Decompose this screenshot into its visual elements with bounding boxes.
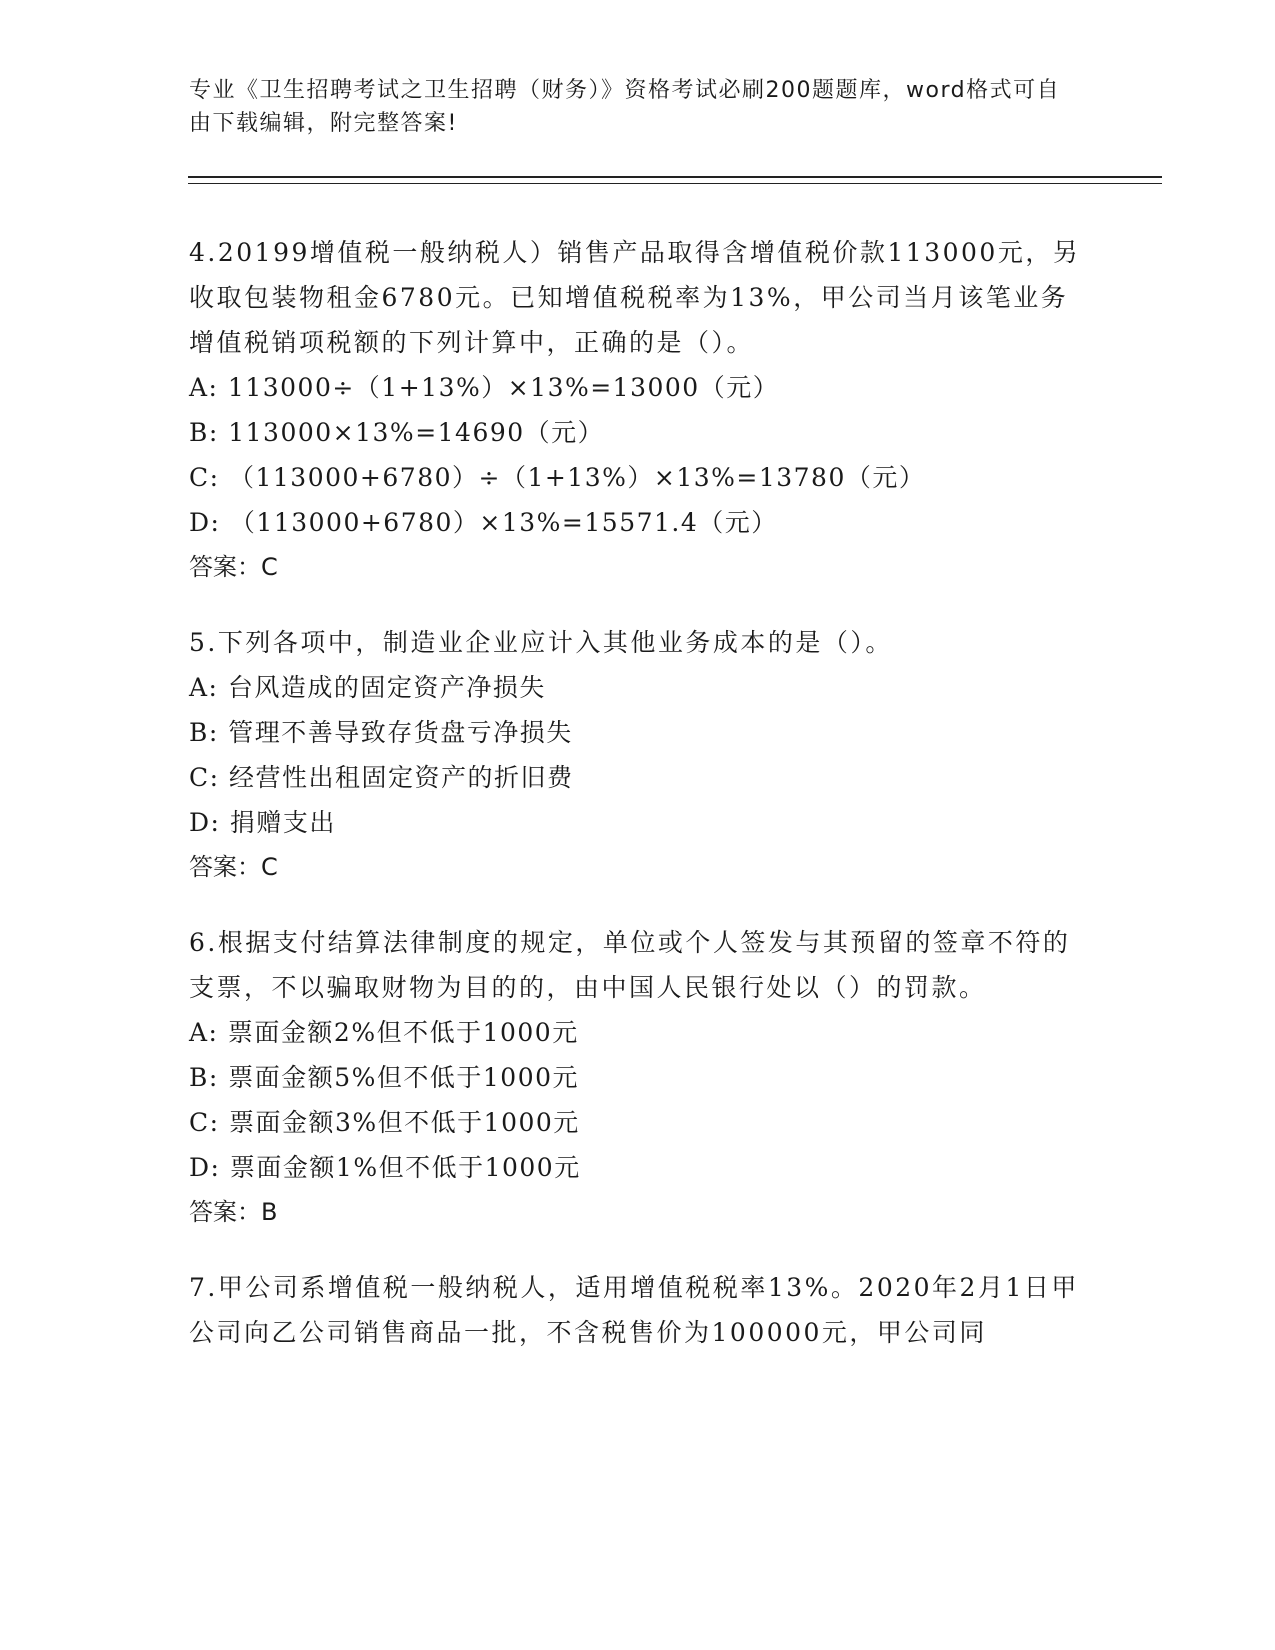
question-list [189, 230, 1089, 1385]
option-b: B: 113000×13%=14690（元） [189, 418, 605, 447]
option-d: D: 捐赠支出 [189, 808, 336, 837]
question-5 [189, 620, 1089, 890]
option-c: C: （113000+6780）÷（1+13%）×13%=13780（元） [189, 463, 926, 492]
option-d: D: 票面金额1%但不低于1000元 [189, 1153, 581, 1182]
option-d: D: （113000+6780）×13%=15571.4（元） [189, 508, 778, 537]
question-stem: 6.根据支付结算法律制度的规定，单位或个人签发与其预留的签章不符的支票，不以骗取财物为目的的，由中国人民银行处以（）的罚款。 [189, 928, 1071, 1002]
header-divider-thin [188, 183, 1162, 184]
question-stem: 5.下列各项中，制造业企业应计入其他业务成本的是（）。 [189, 628, 893, 657]
option-a: A: 113000÷（1+13%）×13%=13000（元） [189, 373, 780, 402]
question-stem: 4.20199增值税一般纳税人）销售产品取得含增值税价款113000元，另收取包装物租金6780元。已知增值税税率为13%，甲公司当月该笔业务增值税销项税额的下列计算中，正确的是（）。 [189, 238, 1081, 357]
question-stem: 7.甲公司系增值税一般纳税人，适用增值税税率13%。2020年2月1日甲公司向乙公司销售商品一批，不含税售价为100000元，甲公司同 [189, 1273, 1079, 1347]
option-c: C: 票面金额3%但不低于1000元 [189, 1108, 580, 1137]
question-6 [189, 920, 1089, 1235]
option-b: B: 票面金额5%但不低于1000元 [189, 1063, 580, 1092]
answer-line: 答案：B [189, 1198, 278, 1226]
document-header: 专业《卫生招聘考试之卫生招聘（财务）》资格考试必刷200题题库，word格式可自由下载编辑，附完整答案! [189, 78, 1061, 136]
question-7 [189, 1265, 1089, 1355]
header-divider-thick [188, 176, 1162, 178]
option-b: B: 管理不善导致存货盘亏净损失 [189, 718, 573, 747]
option-a: A: 票面金额2%但不低于1000元 [189, 1018, 579, 1047]
question-4 [189, 230, 1089, 590]
answer-line: 答案：C [189, 853, 278, 881]
answer-line: 答案：C [189, 553, 278, 581]
option-a: A: 台风造成的固定资产净损失 [189, 673, 546, 702]
option-c: C: 经营性出租固定资产的折旧费 [189, 763, 574, 792]
